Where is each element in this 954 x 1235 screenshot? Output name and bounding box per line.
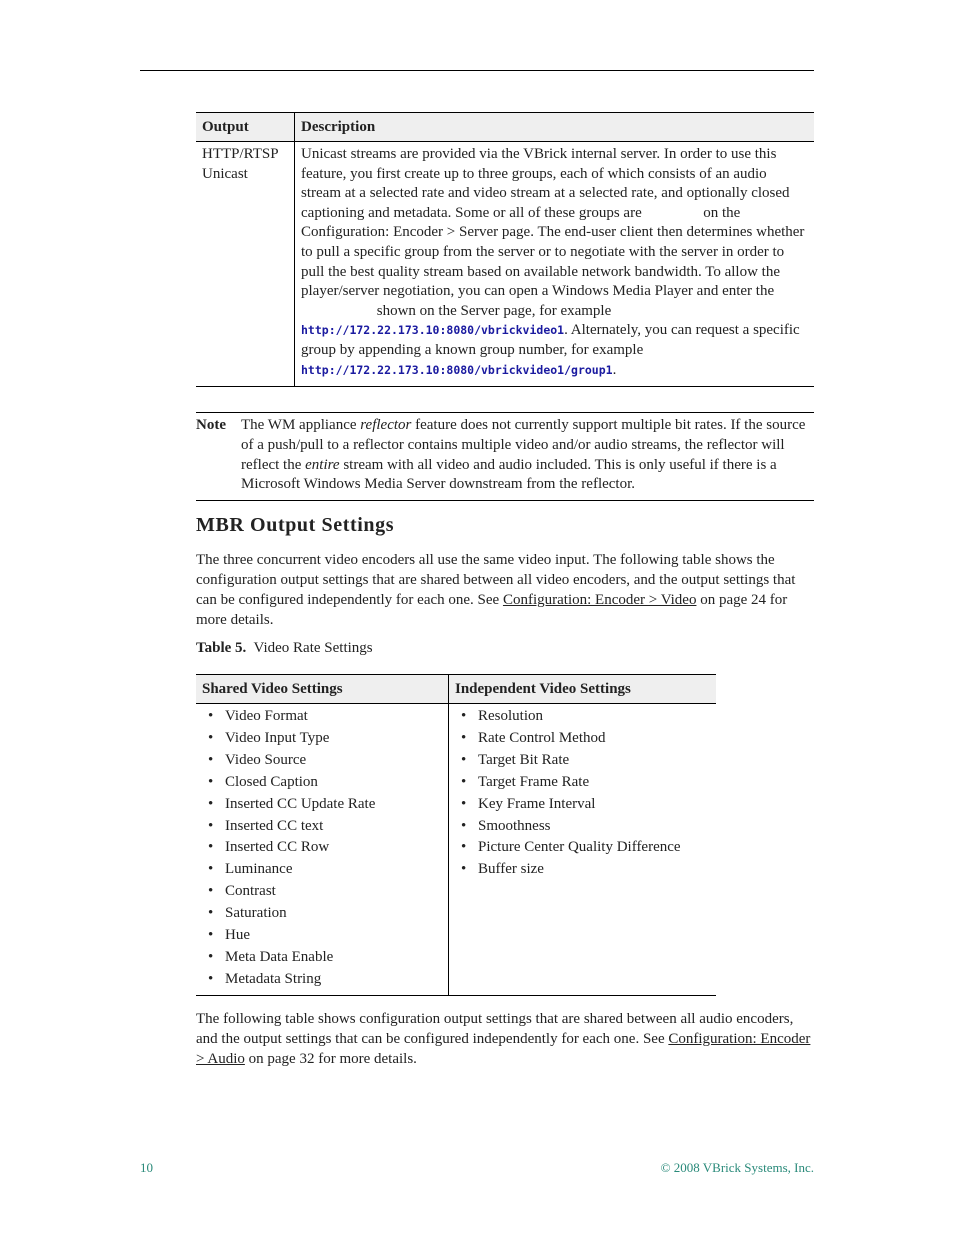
shared-cell [196, 704, 449, 996]
audio-tail: on page 32 for more details. [248, 1051, 417, 1067]
desc-part-1: Unicast streams are provided via the VBrick internal server. In order to use this feature, you first create up to three groups, each of which consists of an audio stream at a selected rate and video stream at a selected rate, and optionally closed captioning and metadata. Some or all of these groups are [301, 146, 790, 221]
caption-label: Table 5. [196, 640, 247, 656]
list-item: • Picture Center Quality Difference [455, 837, 710, 859]
video-rate-header [196, 675, 716, 704]
list-item: • Video Source [202, 750, 442, 772]
list-item: • Video Input Type [202, 728, 442, 750]
note-text [241, 416, 814, 495]
copyright: © 2008 VBrick Systems, Inc. [660, 1160, 814, 1175]
note-text-1: The WM appliance [241, 417, 357, 433]
top-rule [140, 70, 814, 71]
intro-text: The three concurrent video encoders all use the same video input. The following table shows the configuration output settings that are shared between all video encoders, and the output settings that can be configured independently for each one. See [196, 552, 796, 608]
independent-cell [449, 704, 717, 996]
desc-part-2: on the Configuration: Encoder > Server page. The end-user client then determines whether to pull a specific group from the server or to negotiate with the server in order to pull the best quality stream based on available network bandwidth. To allow the player/server negotiation, you can open a Windows Media Player and enter the [301, 204, 805, 300]
desc-part-5: . [612, 361, 617, 378]
independent-list [455, 706, 710, 881]
table-row [196, 704, 716, 996]
table-row [196, 142, 814, 387]
list-item: • Inserted CC Update Rate [202, 794, 442, 816]
note-text-2: feature does not currently support multiple bit rates. If the source of a push/pull to a reflector contains multiple video and/or audio streams, the reflector will reflect the [241, 417, 806, 473]
audio-text: The following table shows configuration output settings that are shared between all audio encoders, and the output settings that can be configured independently for each one. See [196, 1011, 794, 1047]
audio-paragraph [196, 1009, 816, 1069]
output-table [196, 112, 814, 387]
list-item: • Meta Data Enable [202, 947, 442, 969]
note-italic-reflector: reflector [360, 417, 412, 433]
video-config-link[interactable]: Configuration: Encoder > Video [502, 592, 697, 608]
list-item: • Metadata String [202, 969, 442, 991]
output-table-header [196, 113, 814, 142]
output-line-1: HTTP/RTSP [202, 146, 279, 162]
page-number: 10 [140, 1160, 153, 1175]
list-item: • Target Bit Rate [455, 750, 710, 772]
list-item: • Smoothness [455, 816, 710, 838]
shared-list [202, 706, 442, 991]
list-item: • Rate Control Method [455, 728, 710, 750]
output-line-2: Unicast [202, 165, 248, 182]
list-item: • Inserted CC Row [202, 837, 442, 859]
note-text-3: stream with all video and audio included. This is only useful if there is a Microsoft Windows Media Server downstream from the reflector. [241, 456, 777, 493]
list-item: • Target Frame Rate [455, 772, 710, 794]
description-column-header: Description [295, 113, 815, 142]
table-caption [196, 640, 373, 657]
section-heading: MBR Output Settings [196, 514, 395, 536]
independent-column-header: Independent Video Settings [449, 675, 717, 704]
list-item: • Closed Caption [202, 772, 442, 794]
output-column-header: Output [196, 113, 295, 142]
intro-paragraph [196, 550, 816, 630]
list-item: • Video Format [202, 706, 442, 728]
example-url-2[interactable]: http://172.22.173.10:8080/vbrickvideo1/group1 [301, 362, 613, 377]
intro-tail: on page 24 for more details. [196, 592, 788, 628]
note-label: Note [196, 417, 226, 433]
video-rate-table [196, 674, 716, 996]
list-item: • Buffer size [455, 859, 710, 881]
list-item: • Inserted CC text [202, 816, 442, 838]
desc-part-4: . Alternately, you can request a specific group by appending a known group number, for example [301, 322, 800, 358]
desc-part-3: shown on the Server page, for example [376, 302, 612, 319]
output-cell [196, 142, 295, 387]
list-item: • Key Frame Interval [455, 794, 710, 816]
caption-text: Video Rate Settings [253, 640, 373, 656]
list-item: • Hue [202, 925, 442, 947]
note-box [196, 412, 814, 501]
list-item: • Luminance [202, 859, 442, 881]
note-italic-entire: entire [305, 456, 340, 473]
list-item: • Saturation [202, 903, 442, 925]
list-item: • Contrast [202, 881, 442, 903]
description-cell [295, 142, 815, 387]
example-url-1[interactable]: http://172.22.173.10:8080/vbrickvideo1 [301, 323, 565, 338]
audio-config-link[interactable]: Configuration: Encoder > Audio [196, 1031, 811, 1067]
shared-column-header: Shared Video Settings [196, 675, 449, 704]
list-item: • Resolution [455, 706, 710, 728]
